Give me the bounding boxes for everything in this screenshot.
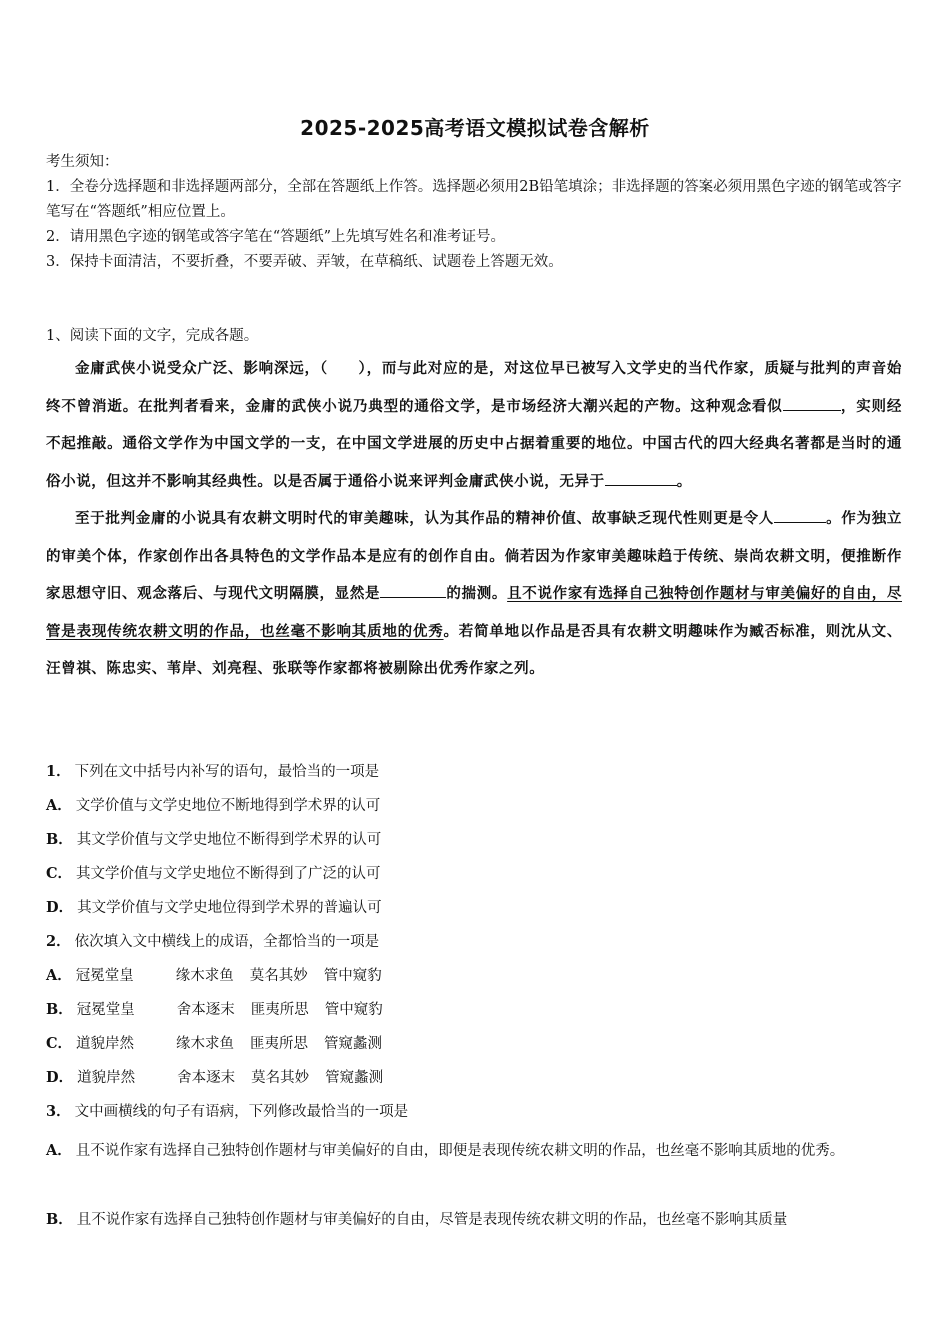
q2-option-d[interactable] xyxy=(46,1061,902,1095)
blank-3 xyxy=(774,506,826,523)
q2-option-a[interactable] xyxy=(46,959,902,993)
idiom-4: 管窥蠡测 xyxy=(324,1036,383,1052)
p2-text-a: 至于批判金庸的小说具有农耕文明时代的审美趣味，认为其作品的精神价值、故事缺乏现代性则更是令人 xyxy=(75,510,775,527)
idiom-4: 管中窥豹 xyxy=(323,968,382,984)
option-label: A． xyxy=(46,797,72,814)
notice-item-3: 3．保持卡面清洁，不要折叠，不要弄破、弄皱，在草稿纸、试题卷上答题无效。 xyxy=(46,254,563,270)
option-label: D． xyxy=(46,1069,74,1086)
q3-number: 3． xyxy=(46,1103,71,1120)
idiom-2: 缘木求鱼 xyxy=(176,1036,235,1052)
option-label: C． xyxy=(46,865,73,882)
notice-heading: 考生须知： xyxy=(46,154,119,170)
q3-text: 文中画横线的句子有语病，下列修改最恰当的一项是 xyxy=(74,1104,409,1120)
section-heading: 1、阅读下面的文字，完成各题。 xyxy=(46,328,259,344)
question-1-stem xyxy=(46,755,902,789)
option-label: D． xyxy=(46,899,74,916)
question-2-stem xyxy=(46,925,902,959)
q1-number: 1． xyxy=(46,763,71,780)
underlined-sentence: 且不说作家有选择自己独特创作题材与审美偏好的自由，尽管是表现传统农耕文明的作品，也丝毫不影响其质地的优秀 xyxy=(46,585,902,640)
idiom-1: 冠冕堂皇 xyxy=(76,1002,135,1018)
idiom-1: 冠冕堂皇 xyxy=(75,968,134,984)
option-text: 其文学价值与文学史地位得到学术界的普遍认可 xyxy=(77,900,382,916)
p2-text-c: 的揣测。 xyxy=(446,585,508,602)
option-text: 且不说作家有选择自己独特创作题材与审美偏好的自由，尽管是表现传统农耕文明的作品，也丝毫不影响其质量 xyxy=(76,1212,788,1228)
notice-item-1: 1．全卷分选择题和非选择题两部分，全部在答题纸上作答。选择题必须用2B铅笔填涂；非选择题的答案必须用黑色字迹的钢笔或答字笔写在“答题纸”相应位置上。 xyxy=(46,179,902,220)
idiom-4: 管中窥豹 xyxy=(324,1002,383,1018)
idiom-3: 莫名其妙 xyxy=(249,968,308,984)
idiom-2: 舍本逐末 xyxy=(176,1002,235,1018)
option-text: 且不说作家有选择自己独特创作题材与审美偏好的自由，即便是表现传统农耕文明的作品，也丝毫不影响其质地的优秀。 xyxy=(75,1143,845,1159)
q2-option-b[interactable] xyxy=(46,993,902,1027)
p1-text-a: 金庸武侠小说受众广泛、影响深远，（ ），而与此对应的是，对这位早已被写入文学史的当代作家，质疑与批判的声音始终不曾消逝。在批判者看来，金庸的武侠小说乃典型的通俗文学，是市场经济大潮兴起的产物。这种观念看似 xyxy=(46,360,902,415)
idiom-1: 道貌岸然 xyxy=(76,1036,135,1052)
idiom-3: 匪夷所思 xyxy=(250,1002,309,1018)
option-text: 其文学价值与文学史地位不断得到了广泛的认可 xyxy=(76,866,381,882)
p2-text-b: 。作为独立的审美个体，作家创作出各具特色的文学作品本是应有的创作自由。倘若因为作家审美趣味趋于传统、崇尚农耕文明，便推断作家思想守旧、观念落后、与现代文明隔膜，显然是 xyxy=(46,510,902,602)
q3-option-b[interactable] xyxy=(46,1203,902,1237)
option-label: C． xyxy=(46,1035,73,1052)
option-text: 文学价值与文学史地位不断地得到学术界的认可 xyxy=(75,798,381,814)
q2-text: 依次填入文中横线上的成语，全都恰当的一项是 xyxy=(74,934,380,950)
q1-text: 下列在文中括号内补写的语句，最恰当的一项是 xyxy=(74,764,380,780)
q3-option-a[interactable] xyxy=(46,1132,902,1170)
q1-option-c[interactable] xyxy=(46,857,902,891)
option-label: B． xyxy=(46,831,73,848)
passage-paragraph-2 xyxy=(46,500,902,688)
passage-paragraph-1 xyxy=(46,350,902,500)
option-label: B． xyxy=(46,1211,73,1228)
idiom-2: 缘木求鱼 xyxy=(175,968,234,984)
q1-option-d[interactable] xyxy=(46,891,902,925)
idiom-1: 道貌岸然 xyxy=(77,1070,136,1086)
idiom-4: 管窥蠡测 xyxy=(325,1070,384,1086)
idiom-2: 舍本逐末 xyxy=(177,1070,236,1086)
q1-option-a[interactable] xyxy=(46,789,902,823)
blank-2 xyxy=(605,469,677,486)
option-text: 其文学价值与文学史地位不断得到学术界的认可 xyxy=(76,832,382,848)
option-label: A． xyxy=(46,1142,72,1159)
idiom-3: 莫名其妙 xyxy=(251,1070,310,1086)
p1-text-b: ，实则经不起推敲。通俗文学作为中国文学的一支，在中国文学进展的历史中占据着重要的地位。中国古代的四大经典名著都是当时的通俗小说，但这并不影响其经典性。以是否属于通俗小说来评判金庸武侠小说，无异于 xyxy=(46,397,902,490)
q2-number: 2． xyxy=(46,933,71,950)
question-3-stem xyxy=(46,1095,902,1129)
q2-option-c[interactable] xyxy=(46,1027,902,1061)
p2-text-d: 。若简单地以作品是否具有农耕文明趣味作为臧否标准，则沈从文、汪曾祺、陈忠实、苇岸、刘亮程、张联等作家都将被剔除出优秀作家之列。 xyxy=(46,622,902,677)
reading-passage xyxy=(46,350,902,688)
option-label: A． xyxy=(46,967,72,984)
option-label: B． xyxy=(46,1001,73,1018)
document-title: 2025-2025高考语文模拟试卷含解析 xyxy=(300,116,650,140)
notice-block xyxy=(46,150,902,275)
blank-1 xyxy=(783,394,841,411)
notice-item-2: 2．请用黑色字迹的钢笔或答字笔在“答题纸”上先填写姓名和准考证号。 xyxy=(46,229,506,245)
blank-4 xyxy=(380,581,446,598)
q1-option-b[interactable] xyxy=(46,823,902,857)
p1-text-c: 。 xyxy=(676,472,692,490)
idiom-3: 匪夷所思 xyxy=(250,1036,309,1052)
